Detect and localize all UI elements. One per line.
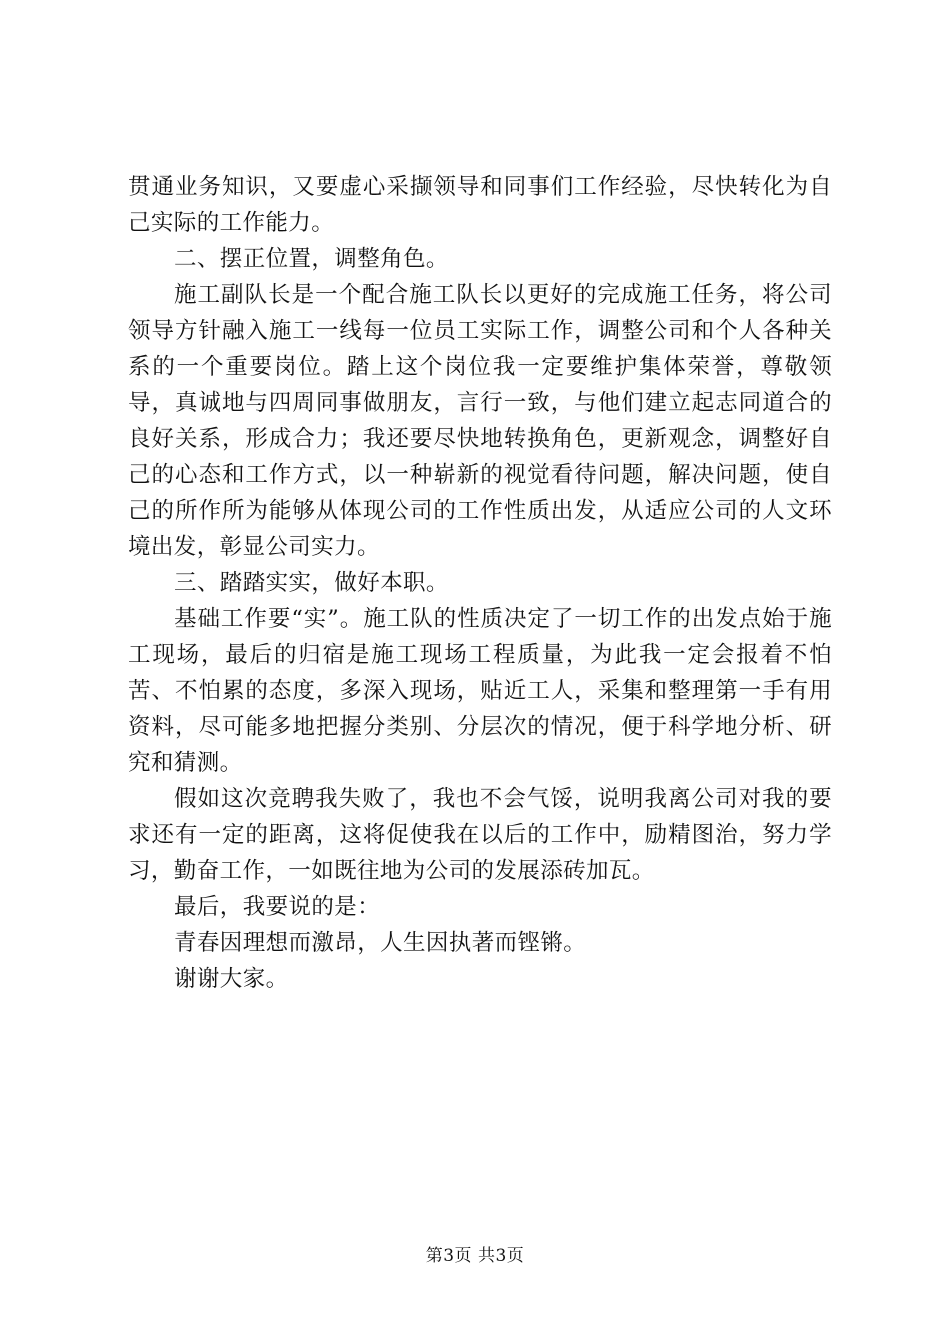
paragraph-role: 施工副队长是一个配合施工队长以更好的完成施工任务，将公司领导方针融入施工一线每一位员工实际工作，调整公司和个人各种关系的一个重要岗位。踏上这个岗位我一定要维护集体荣誉，尊敬领导，真诚地与四周同事做朋友，言行一致，与他们建立起志同道合的良好关系，形成合力；我还要尽快地转换角色，更新观念，调整好自己的心态和工作方式，以一种崭新的视觉看待问题，解决问题，使自己的所作所为能够从体现公司的工作性质出发，从适应公司的人文环境出发，彰显公司实力。 [128,282,832,560]
section-heading-2: 二、摆正位置，调整角色。 [174,246,449,272]
paragraph-continuation: 贯通业务知识，又要虚心采撷领导和同事们工作经验，尽快转化为自己实际的工作能力。 [128,174,832,236]
paragraph-finally: 最后，我要说的是： [174,894,381,920]
paragraph-fundamentals: 基础工作要“实”。施工队的性质决定了一切工作的出发点始于施工现场，最后的归宿是施工现场工程质量，为此我一定会报着不怕苦、不怕累的态度，多深入现场，贴近工人，采集和整理第一手有用资料，尽可能多地把握分类别、分层次的情况，便于科学地分析、研究和猜测。 [128,606,832,776]
section-heading-3: 三、踏踏实实，做好本职。 [174,570,449,596]
document-body [128,169,832,997]
paragraph-if-fail: 假如这次竞聘我失败了，我也不会气馁，说明我离公司对我的要求还有一定的距离，这将促使我在以后的工作中，励精图治，努力学习，勤奋工作，一如既往地为公司的发展添砖加瓦。 [128,786,832,884]
paragraph-closing-quote: 青春因理想而激昂，人生因执著而铿锵。 [174,930,587,956]
page-footer: 第3页 共3页 [425,1246,525,1266]
paragraph-thanks: 谢谢大家。 [174,966,289,992]
